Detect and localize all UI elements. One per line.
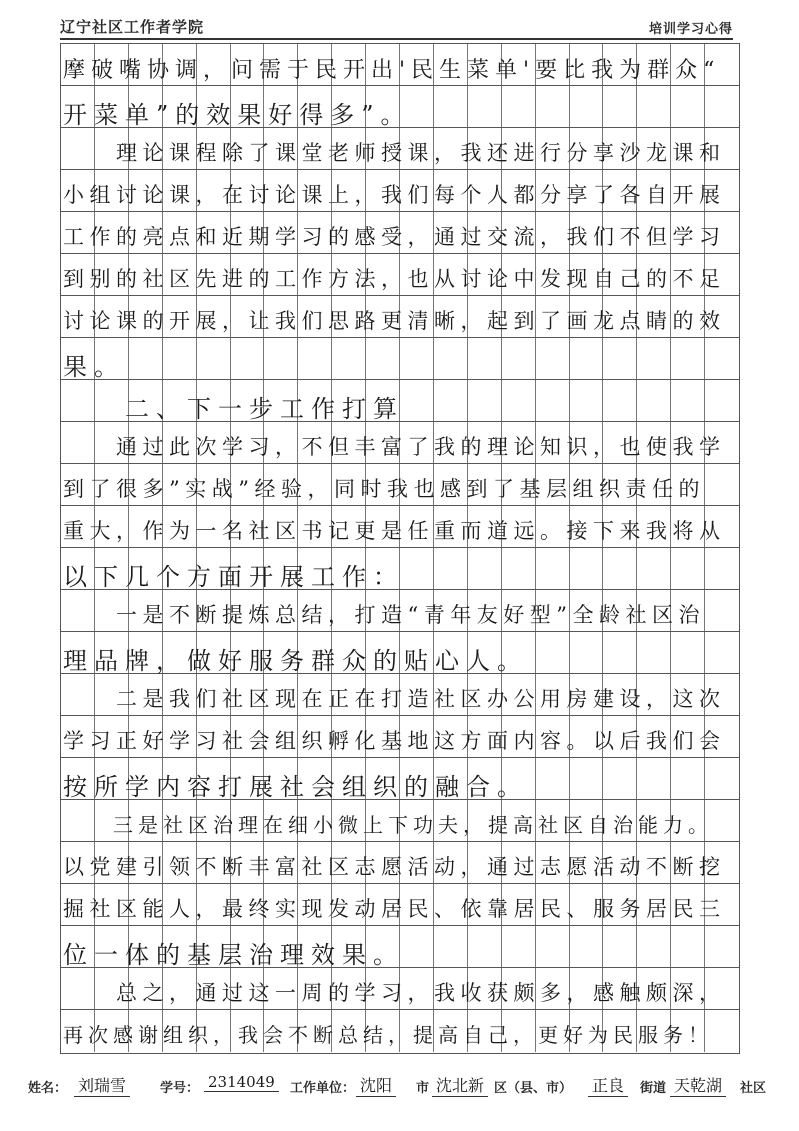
street-label: 街道: [640, 1081, 667, 1096]
grid-row: [61, 464, 739, 506]
grid-row: [61, 632, 739, 674]
grid-row: [61, 590, 739, 632]
community-value: 天乾湖: [670, 1073, 726, 1097]
handwritten-line: 位一体的基层治理效果。: [63, 941, 404, 969]
handwritten-line: 按所学内容打展社会组织的融合。: [63, 773, 528, 801]
grid-row: [61, 674, 739, 716]
handwritten-line: 果。: [63, 353, 125, 381]
grid-row: [61, 548, 739, 590]
handwritten-line: 再次感谢组织，我会不断总结，提高自己，更好为民服务！: [63, 1023, 713, 1047]
handwritten-line: 工作的亮点和近期学习的感受，通过交流，我们不但学习: [63, 225, 726, 249]
handwritten-line: 开菜单”的效果好得多”。: [63, 101, 412, 129]
grid-row: [61, 44, 739, 86]
student-id-label: 学号：: [160, 1081, 200, 1096]
grid-row: [61, 842, 739, 884]
grid-row: [61, 1010, 739, 1052]
page-header: [60, 14, 733, 36]
district-value: 沈北新: [432, 1073, 488, 1097]
grid-row: [61, 758, 739, 800]
handwritten-line: 学习正好学习社会组织孵化基地这方面内容。以后我们会: [63, 729, 726, 753]
grid-row: [61, 926, 739, 968]
city-value: 沈阳: [356, 1073, 396, 1097]
writing-grid: [60, 43, 740, 1054]
handwritten-line: 总之，通过这一周的学习，我收获颇多，感触颇深，: [63, 981, 726, 1005]
grid-row: [61, 128, 739, 170]
handwritten-line: 理论课程除了课堂老师授课，我还进行分享沙龙课和: [63, 141, 726, 165]
community-label: 社区: [740, 1081, 767, 1096]
handwritten-line: 重大，作为一名社区书记更是任重而道远。接下来我将从: [63, 519, 726, 543]
student-id-value: 2314049: [204, 1073, 279, 1092]
handwritten-line: 到别的社区先进的工作方法，也从讨论中发现自己的不足: [63, 267, 726, 291]
name-value: 刘瑞雪: [74, 1073, 130, 1097]
handwritten-line: 二、下一步工作打算: [63, 395, 404, 423]
grid-row: [61, 422, 739, 464]
grid-row: [61, 800, 739, 842]
handwritten-line: 到了很多”实战”经验，同时我也感到了基层组织责任的: [63, 477, 705, 501]
handwritten-line: 通过此次学习，不但丰富了我的理论知识，也使我学: [63, 435, 726, 459]
handwritten-line: 以党建引领不断丰富社区志愿活动，通过志愿活动不断挖: [63, 855, 726, 879]
handwritten-line: 讨论课的开展，让我们思路更清晰，起到了画龙点睛的效: [63, 309, 726, 333]
grid-row: [61, 170, 739, 212]
grid-row: [61, 296, 739, 338]
handwritten-line: 一是不断提炼总结，打造“青年友好型”全龄社区治: [63, 603, 705, 627]
grid-row: [61, 968, 739, 1010]
header-divider: [60, 38, 733, 40]
grid-row: [61, 506, 739, 548]
grid-row: [61, 86, 739, 128]
institution-name: 辽宁社区工作者学院: [60, 18, 205, 36]
handwritten-line: 二是我们社区现在正在打造社区办公用房建设，这次: [63, 687, 726, 711]
document-type: 培训学习心得: [648, 22, 733, 37]
handwritten-line: 摩破嘴协调，问需于民开出'民生菜单'要比我为群众“: [63, 58, 721, 83]
grid-row: [61, 716, 739, 758]
grid-row: [61, 254, 739, 296]
work-unit-label: 工作单位：: [290, 1081, 356, 1096]
handwritten-line: 掘社区能人，最终实现发动居民、依靠居民、服务居民三: [63, 897, 726, 921]
handwritten-line: 三是社区治理在细小微上下功夫，提高社区自治能力。: [63, 813, 713, 837]
district-label: 区（县、市）: [494, 1081, 573, 1096]
street-value: 正良: [588, 1073, 628, 1097]
handwritten-line: 小组讨论课，在讨论课上，我们每个人都分享了各自开展: [63, 183, 726, 207]
handwritten-line: 以下几个方面开展工作：: [63, 563, 404, 591]
grid-row: [61, 380, 739, 422]
grid-row: [61, 338, 739, 380]
grid-row: [61, 212, 739, 254]
page-footer: [28, 1073, 769, 1105]
handwritten-line: 理品牌，做好服务群众的贴心人。: [63, 647, 528, 675]
grid-row: [61, 884, 739, 926]
name-label: 姓名：: [28, 1081, 68, 1096]
city-label: 市: [416, 1081, 430, 1096]
